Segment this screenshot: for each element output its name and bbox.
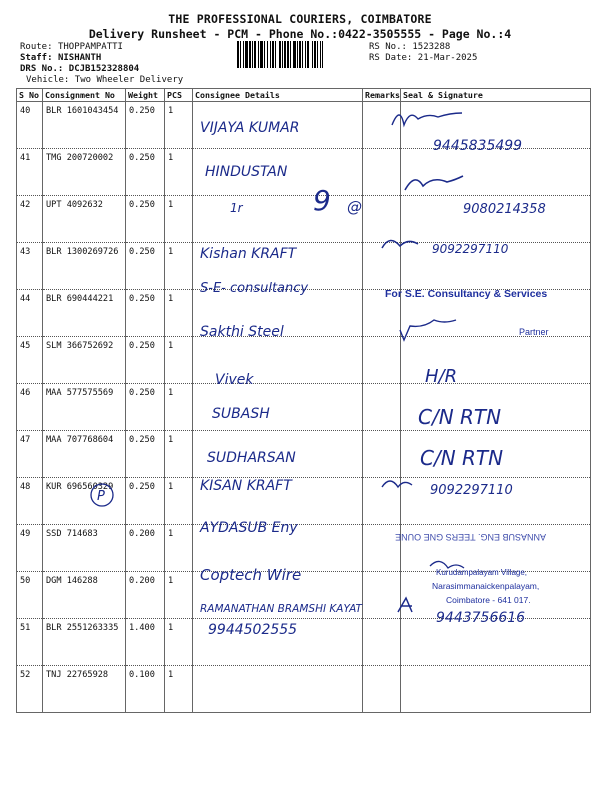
signature-cell xyxy=(401,431,591,478)
sno-cell: 52 xyxy=(17,666,43,713)
consignee-cell xyxy=(193,619,363,666)
signature-cell xyxy=(401,102,591,149)
signature-cell xyxy=(401,290,591,337)
pcs-cell: 1 xyxy=(165,384,193,431)
sno-cell: 51 xyxy=(17,619,43,666)
hw-mark-p: P xyxy=(97,489,105,504)
remarks-cell xyxy=(363,290,401,337)
weight-cell: 0.250 xyxy=(126,290,165,337)
pcs-cell: 1 xyxy=(165,290,193,337)
pcs-cell: 1 xyxy=(165,243,193,290)
pcs-cell: 1 xyxy=(165,149,193,196)
rs-no-value: 1523288 xyxy=(412,42,451,52)
rs-date-value: 21-Mar-2025 xyxy=(417,53,478,63)
rs-no-line xyxy=(369,42,450,52)
signature-cell xyxy=(401,666,591,713)
hw-consignee-45: Sakthi Steel xyxy=(200,324,284,340)
hw-consignee-42: 1r xyxy=(230,201,243,215)
remarks-cell xyxy=(363,243,401,290)
col-sno: S No xyxy=(17,89,43,102)
table-row xyxy=(17,243,591,290)
consignee-cell xyxy=(193,666,363,713)
weight-cell: 0.200 xyxy=(126,572,165,619)
consignee-cell xyxy=(193,243,363,290)
hw-consignee-47: SUBASH xyxy=(212,406,270,422)
hw-consignee-48: SUDHARSAN xyxy=(207,450,296,466)
remarks-cell xyxy=(363,102,401,149)
consignment-cell: BLR 1300269726 xyxy=(43,243,126,290)
rs-date-line xyxy=(369,53,477,63)
consignee-cell xyxy=(193,149,363,196)
route-label: Route: xyxy=(20,42,53,52)
pcs-cell: 1 xyxy=(165,431,193,478)
table-row xyxy=(17,196,591,243)
hw-mark-9: 9 xyxy=(313,184,331,217)
hw-consignee-41: HINDUSTAN xyxy=(205,164,288,180)
route-line xyxy=(20,42,123,52)
col-consignment: Consignment No xyxy=(43,89,126,102)
hw-consignee-44: S-E- consultancy xyxy=(200,281,309,296)
table-row xyxy=(17,384,591,431)
weight-cell: 0.250 xyxy=(126,337,165,384)
table-row xyxy=(17,572,591,619)
pcs-cell: 1 xyxy=(165,102,193,149)
hw-consignee-52: RAMANATHAN BRAMSHI KAYAT xyxy=(200,603,362,615)
consignment-cell: TNJ 22765928 xyxy=(43,666,126,713)
sno-cell: 41 xyxy=(17,149,43,196)
hw-sign-47: C/N RTN xyxy=(418,405,502,429)
weight-cell: 0.200 xyxy=(126,525,165,572)
col-seal-signature: Seal & Signature xyxy=(401,89,591,102)
signature-cell xyxy=(401,619,591,666)
stamp-address-line: Narasimmanaickenpalayam, xyxy=(432,581,540,591)
table-row xyxy=(17,619,591,666)
hw-sign-46: H/R xyxy=(425,366,458,387)
remarks-cell xyxy=(363,149,401,196)
col-consignee: Consignee Details xyxy=(193,89,363,102)
hw-consignee-52-phone: 9944502555 xyxy=(208,622,298,638)
table-row xyxy=(17,337,591,384)
consignment-cell: DGM 146288 xyxy=(43,572,126,619)
weight-cell: 1.400 xyxy=(126,619,165,666)
col-pcs: PCS xyxy=(165,89,193,102)
consignee-cell xyxy=(193,431,363,478)
hw-sign-52: 9443756616 xyxy=(436,610,526,626)
stamp-address-city: Coimbatore - 641 017. xyxy=(446,595,531,605)
table-row xyxy=(17,149,591,196)
consignee-cell xyxy=(193,290,363,337)
stamp-mirrored-text: ANNASUB ENG. TEERS GNE OUNE xyxy=(395,532,546,542)
hw-sign-42: 9080214358 xyxy=(463,202,546,217)
col-remarks: Remarks xyxy=(363,89,401,102)
stamp-partner: Partner xyxy=(519,327,549,337)
table-row xyxy=(17,525,591,572)
vehicle-value: Two Wheeler Delivery xyxy=(74,75,184,85)
pcs-cell: 1 xyxy=(165,478,193,525)
pcs-cell: 1 xyxy=(165,619,193,666)
weight-cell: 0.250 xyxy=(126,431,165,478)
remarks-cell xyxy=(363,572,401,619)
remarks-cell xyxy=(363,337,401,384)
signature-cell xyxy=(401,149,591,196)
remarks-cell xyxy=(363,431,401,478)
vehicle-line xyxy=(26,75,183,85)
pcs-cell: 1 xyxy=(165,196,193,243)
drs-label: DRS No.: xyxy=(20,64,64,74)
sno-cell: 45 xyxy=(17,337,43,384)
table-row xyxy=(17,431,591,478)
consignment-cell: BLR 1601043454 xyxy=(43,102,126,149)
runsheet-title: Delivery Runsheet - PCM - Phone No.:0422-3505555 - Page No.:4 xyxy=(88,27,512,41)
pcs-cell: 1 xyxy=(165,666,193,713)
hw-sign-48: C/N RTN xyxy=(420,446,504,470)
table-header-row xyxy=(17,89,591,102)
sno-cell: 47 xyxy=(17,431,43,478)
hw-consignee-40: VIJAYA KUMAR xyxy=(200,120,300,136)
hw-sign-49: 9092297110 xyxy=(430,483,513,498)
table-row xyxy=(17,290,591,337)
hw-consignee-51: Coptech Wire xyxy=(200,566,302,584)
signature-cell xyxy=(401,384,591,431)
consignee-cell xyxy=(193,384,363,431)
consignment-cell: SLM 366752692 xyxy=(43,337,126,384)
consignee-cell xyxy=(193,337,363,384)
consignment-cell: TMG 200720002 xyxy=(43,149,126,196)
sno-cell: 48 xyxy=(17,478,43,525)
hw-consignee-46: Vivek xyxy=(215,372,254,388)
table-row xyxy=(17,478,591,525)
sno-cell: 46 xyxy=(17,384,43,431)
hw-consignee-43: Kishan KRAFT xyxy=(200,246,297,262)
drs-value: DCJB152328804 xyxy=(68,64,140,74)
signature-cell xyxy=(401,478,591,525)
vehicle-label: Vehicle: xyxy=(26,75,70,85)
consignment-cell: BLR 690444221 xyxy=(43,290,126,337)
hw-sign-40: 9445835499 xyxy=(433,138,523,154)
signature-cell xyxy=(401,572,591,619)
sno-cell: 40 xyxy=(17,102,43,149)
remarks-cell xyxy=(363,619,401,666)
consignee-cell xyxy=(193,525,363,572)
pcs-cell: 1 xyxy=(165,525,193,572)
rs-date-label: RS Date: xyxy=(369,53,413,63)
consignee-cell xyxy=(193,196,363,243)
staff-label: Staff: xyxy=(20,53,53,63)
sno-cell: 50 xyxy=(17,572,43,619)
consignment-cell: BLR 2551263335 xyxy=(43,619,126,666)
remarks-cell xyxy=(363,525,401,572)
signature-cell xyxy=(401,196,591,243)
weight-cell: 0.250 xyxy=(126,384,165,431)
consignee-cell xyxy=(193,478,363,525)
signature-cell xyxy=(401,337,591,384)
hw-consignee-49: KISAN KRAFT xyxy=(200,478,292,494)
consignment-cell: UPT 4092632 xyxy=(43,196,126,243)
staff-line xyxy=(20,53,101,63)
staff-value: NISHANTH xyxy=(57,53,102,63)
weight-cell: 0.250 xyxy=(126,478,165,525)
weight-cell: 0.250 xyxy=(126,196,165,243)
pcs-cell: 1 xyxy=(165,572,193,619)
weight-cell: 0.100 xyxy=(126,666,165,713)
weight-cell: 0.250 xyxy=(126,102,165,149)
runsheet-table xyxy=(16,88,591,713)
weight-cell: 0.250 xyxy=(126,243,165,290)
sno-cell: 43 xyxy=(17,243,43,290)
stamp-address-village: Kurudampalayam Village, xyxy=(436,568,528,577)
hw-sign-43: 9092297110 xyxy=(432,242,509,256)
company-title: THE PROFESSIONAL COURIERS, COIMBATORE xyxy=(168,12,432,26)
consignee-cell xyxy=(193,572,363,619)
signature-cell xyxy=(401,525,591,572)
route-value: THOPPAMPATTI xyxy=(57,42,123,52)
signature-cell xyxy=(401,243,591,290)
remarks-cell xyxy=(363,384,401,431)
pcs-cell: 1 xyxy=(165,337,193,384)
sno-cell: 42 xyxy=(17,196,43,243)
sno-cell: 44 xyxy=(17,290,43,337)
table-row xyxy=(17,666,591,713)
consignment-cell: MAA 707768604 xyxy=(43,431,126,478)
remarks-cell xyxy=(363,478,401,525)
rs-no-label: RS No.: xyxy=(369,42,407,52)
barcode xyxy=(237,41,361,68)
consignment-cell: MAA 577575569 xyxy=(43,384,126,431)
consignment-cell: KUR 696560329 xyxy=(43,478,126,525)
weight-cell: 0.250 xyxy=(126,149,165,196)
consignment-cell: SSD 714683 xyxy=(43,525,126,572)
stamp-se-consultancy: For S.E. Consultancy & Services xyxy=(385,288,548,300)
consignee-cell xyxy=(193,102,363,149)
remarks-cell xyxy=(363,666,401,713)
remarks-cell xyxy=(363,196,401,243)
hw-mark-at: @ xyxy=(347,198,362,216)
col-weight: Weight xyxy=(126,89,165,102)
table-row xyxy=(17,102,591,149)
sno-cell: 49 xyxy=(17,525,43,572)
drs-line xyxy=(20,64,139,74)
hw-consignee-50: AYDASUB Eny xyxy=(200,520,298,536)
